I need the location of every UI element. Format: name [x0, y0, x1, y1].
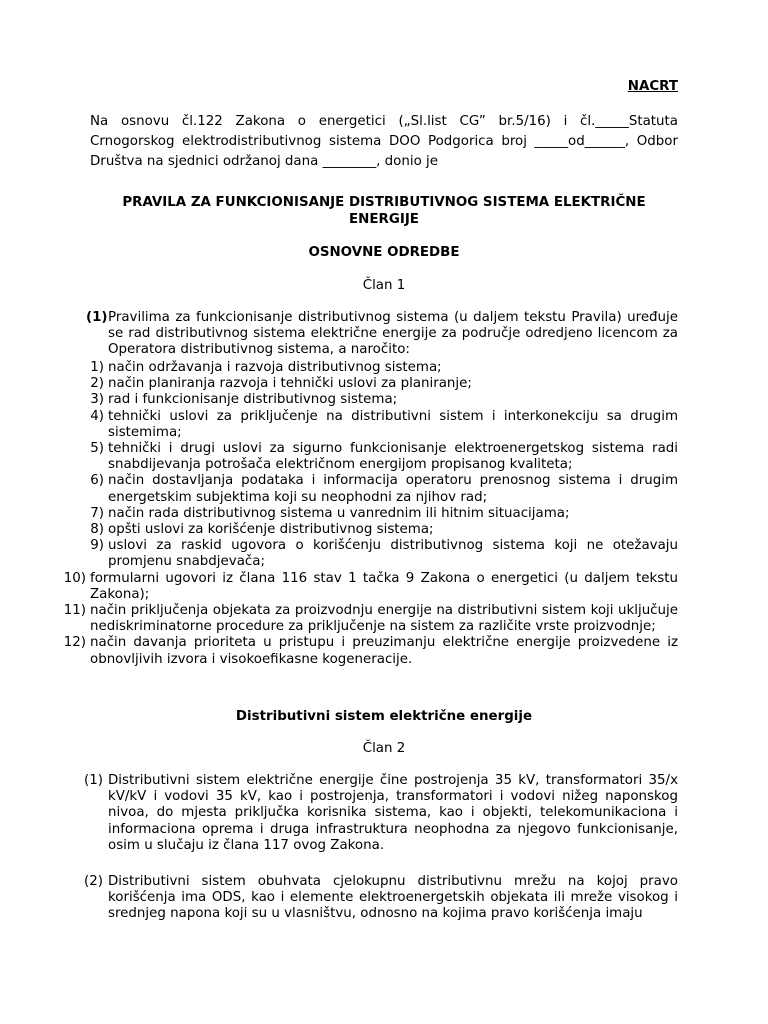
list-item	[90, 505, 678, 522]
paragraph-number: (1)	[84, 773, 103, 788]
paragraph-text: Pravilima za funkcionisanje distributivnog sistema (u daljem tekstu Pravila) uređuje se rad distributivnog sistema električne energije za područje odredjeno licencom za Operatora distributivnog sistema, a naročito:	[108, 310, 678, 358]
list-item	[90, 408, 678, 441]
article-1-list	[0, 360, 768, 668]
draft-label: NACRT	[627, 79, 678, 94]
article-2-paragraph-1	[84, 773, 678, 854]
list-item-number: 11)	[63, 603, 86, 619]
article-1-heading: Član 1	[362, 278, 406, 293]
list-item-number: 5)	[90, 441, 104, 457]
list-item	[90, 441, 678, 473]
article-1-paragraph-1	[86, 310, 678, 359]
list-item	[90, 522, 678, 538]
list-item-text: način rada distributivnog sistema u vanrednim ili hitnim situacijama;	[108, 505, 570, 521]
list-item	[63, 603, 678, 635]
paragraph-text: Distributivni sistem obuhvata cjelokupnu distributivnu mrežu na kojoj pravo korišćenja ima ODS, kao i elemente elektroenergetskih objekata ili mreže visokog i srednjeg napona koji su u vlasništvu, odnosno na kojima pravo korišćenja imaju	[108, 874, 678, 922]
list-item-number: 9)	[90, 538, 104, 554]
list-item-number: 3)	[90, 392, 104, 408]
list-item-number: 12)	[63, 635, 86, 651]
list-item-text: opšti uslovi za korišćenje distributivnog sistema;	[108, 522, 434, 538]
section-heading-general: OSNOVNE ODREDBE	[308, 245, 460, 260]
list-item	[90, 473, 678, 505]
list-item-number: 1)	[90, 360, 104, 375]
paragraph-number: (1)	[86, 310, 108, 325]
list-item-text: uslovi za raskid ugovora o korišćenju distributivnog sistema koji ne otežavaju promjenu snabdjevača;	[108, 538, 678, 570]
list-item-text: formularni ugovori iz člana 116 stav 1 tačka 9 Zakona o energetici (u daljem tekstu Zakona);	[90, 570, 678, 602]
list-item	[90, 376, 678, 392]
paragraph-text: Distributivni sistem električne energije čine postrojenja 35 kV, transformatori 35/x kV/kV i vodovi 35 kV, kao i postrojenja, transformatori i vodovi nižeg naponskog nivoa, do mjesta priključka korisnika sistema, kao i objekti, telekomunikaciona i informaciona oprema i druga infrastruktura neophodna za njegovo funkcionisanje, osim u slučaju iz člana 117 ovog Zakona.	[108, 773, 678, 853]
list-item	[90, 392, 678, 408]
list-item-text: tehnički i drugi uslovi za sigurno funkcionisanje elektroenergetskog sistema radi snabdijevanja potrošača električnom energijom propisanog kvaliteta;	[108, 441, 678, 473]
intro-paragraph: Na osnovu čl.122 Zakona o energetici („Sl.list CG” br.5/16) i čl._____Statuta Crnogorskog elektrodistributivnog sistema DOO Podgorica broj _____od______, Odbor Društva na sjednici održanoj dana ________, donio je	[90, 114, 678, 169]
list-item	[90, 538, 678, 570]
document-title: PRAVILA ZA FUNKCIONISANJE DISTRIBUTIVNOG SISTEMA ELEKTRIČNE ENERGIJE	[122, 195, 646, 227]
article-2-heading: Član 2	[362, 741, 406, 756]
list-item-text: tehnički uslovi za priključenje na distributivni sistem i interkonekciju sa drugim sistemima;	[108, 408, 678, 440]
list-item-text: način davanja prioriteta u pristupu i preuzimanju električne energije proizvedene iz obnovljivih izvora i visokoefikasne kogeneracije.	[90, 635, 678, 667]
paragraph-number: (2)	[84, 874, 103, 889]
list-item	[63, 570, 678, 603]
list-item	[63, 635, 678, 667]
list-item-number: 8)	[90, 522, 104, 538]
list-item-number: 2)	[90, 376, 104, 392]
article-2-paragraph-2	[84, 874, 678, 923]
list-item-number: 10)	[63, 570, 86, 586]
list-item-number: 6)	[90, 473, 104, 489]
list-item-text: način priključenja objekata za proizvodnju energije na distributivni sistem koji uključuje nediskriminatorne procedure za priključenje na sistem za različite vrste proizvodnje;	[90, 603, 678, 635]
list-item	[90, 360, 678, 376]
list-item-number: 7)	[90, 505, 104, 521]
list-item-text: način održavanja i razvoja distributivnog sistema;	[108, 360, 442, 375]
list-item-text: način dostavljanja podataka i informacija operatoru prenosnog sistema i drugim energetskim subjektima koji su neophodni za njihov rad;	[108, 473, 678, 505]
list-item-number: 4)	[90, 408, 104, 424]
list-item-text: način planiranja razvoja i tehnički uslovi za planiranje;	[108, 376, 472, 392]
section-heading-distribution-system: Distributivni sistem električne energije	[235, 709, 533, 724]
list-item-text: rad i funkcionisanje distributivnog sistema;	[108, 392, 398, 408]
